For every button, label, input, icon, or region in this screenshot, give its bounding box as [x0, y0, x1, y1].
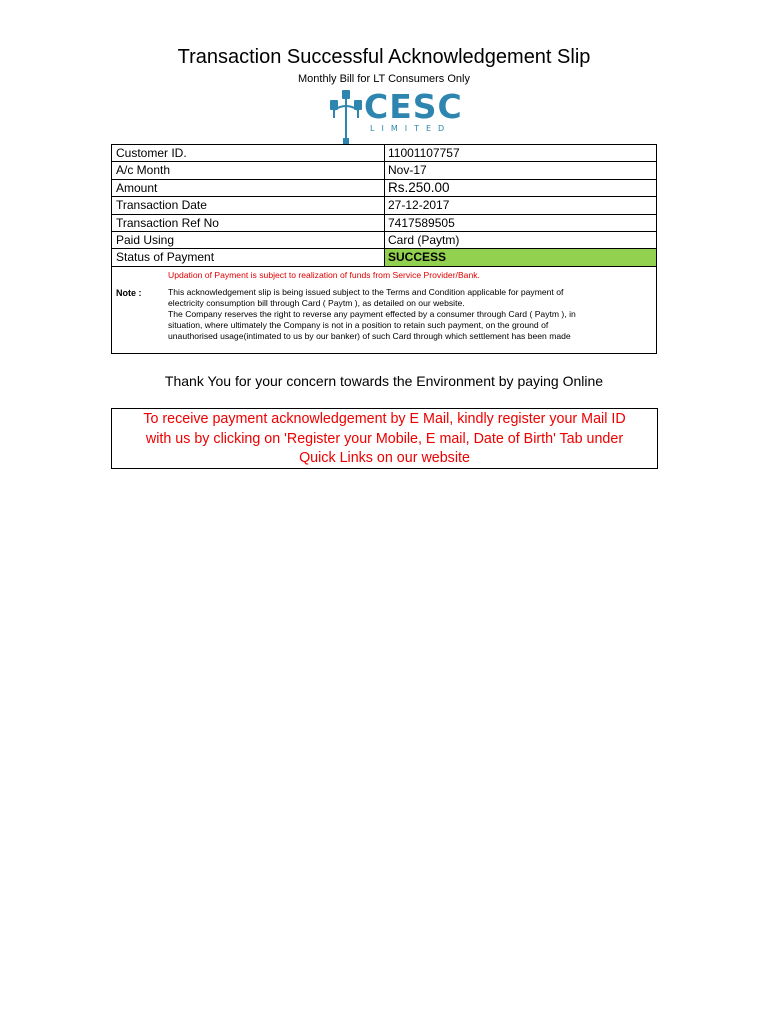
customer-id-label: Customer ID. [112, 145, 385, 161]
table-row [112, 232, 656, 249]
ac-month-value: Nov-17 [388, 163, 427, 178]
customer-id-value: 11001107757 [388, 146, 460, 160]
payment-warning: Updation of Payment is subject to realization of funds from Service Provider/Bank. [168, 269, 480, 280]
amount-label: Amount [112, 180, 385, 196]
street-lamp-icon [328, 88, 364, 144]
table-row [112, 180, 656, 197]
payment-details-table [111, 144, 657, 354]
mail-notice-line1: To receive payment acknowledgement by E Mail, kindly register your Mail ID [143, 411, 626, 427]
page-subtitle: Monthly Bill for LT Consumers Only [298, 73, 470, 85]
transaction-date-label: Transaction Date [112, 197, 385, 213]
table-row [112, 249, 656, 266]
paid-using-label: Paid Using [112, 232, 385, 248]
transaction-ref-value: 7417589505 [388, 215, 455, 230]
cesc-logo [328, 86, 463, 146]
note-para2-line2: situation, where ultimately the Company is not in a position to retain such payment, on the ground of [168, 319, 549, 330]
note-para2-line3: unauthorised usage(intimated to us by our banker) of such Card through which settlement has been made [168, 330, 571, 341]
payment-status-label: Status of Payment [112, 249, 385, 265]
table-row [112, 197, 656, 214]
mail-notice-line2: with us by clicking on 'Register your Mobile, E mail, Date of Birth' Tab under [145, 430, 624, 447]
table-row [112, 215, 656, 232]
page-title: Transaction Successful Acknowledgement Slip [177, 46, 591, 68]
amount-value: Rs.250.00 [388, 179, 450, 195]
transaction-date-value: 27-12-2017 [388, 198, 450, 213]
table-row [112, 162, 656, 179]
note-label: Note : [116, 287, 142, 298]
note-para1-line2: electricity consumption bill through Card ( Paytm ), as detailed on our website. [168, 297, 465, 308]
note-section [112, 267, 656, 353]
paid-using-value: Card (Paytm) [388, 232, 460, 247]
logo-tagline: LIMITED [370, 124, 452, 133]
transaction-ref-label: Transaction Ref No [112, 215, 385, 231]
payment-status-badge: SUCCESS [385, 249, 656, 265]
mail-registration-notice [111, 408, 658, 469]
ac-month-label: A/c Month [112, 162, 385, 178]
thank-you-message: Thank You for your concern towards the Environment by paying Online [164, 373, 604, 389]
note-para1-line1: This acknowledgement slip is being issued subject to the Terms and Condition applicable for payment of [168, 286, 564, 297]
logo-wordmark: CESC [364, 87, 463, 126]
mail-notice-line3: Quick Links on our website [299, 450, 470, 466]
table-row [112, 145, 656, 162]
note-para2-line1: The Company reserves the right to reverse any payment effected by a consumer through Card ( Paytm ), in [168, 308, 576, 319]
